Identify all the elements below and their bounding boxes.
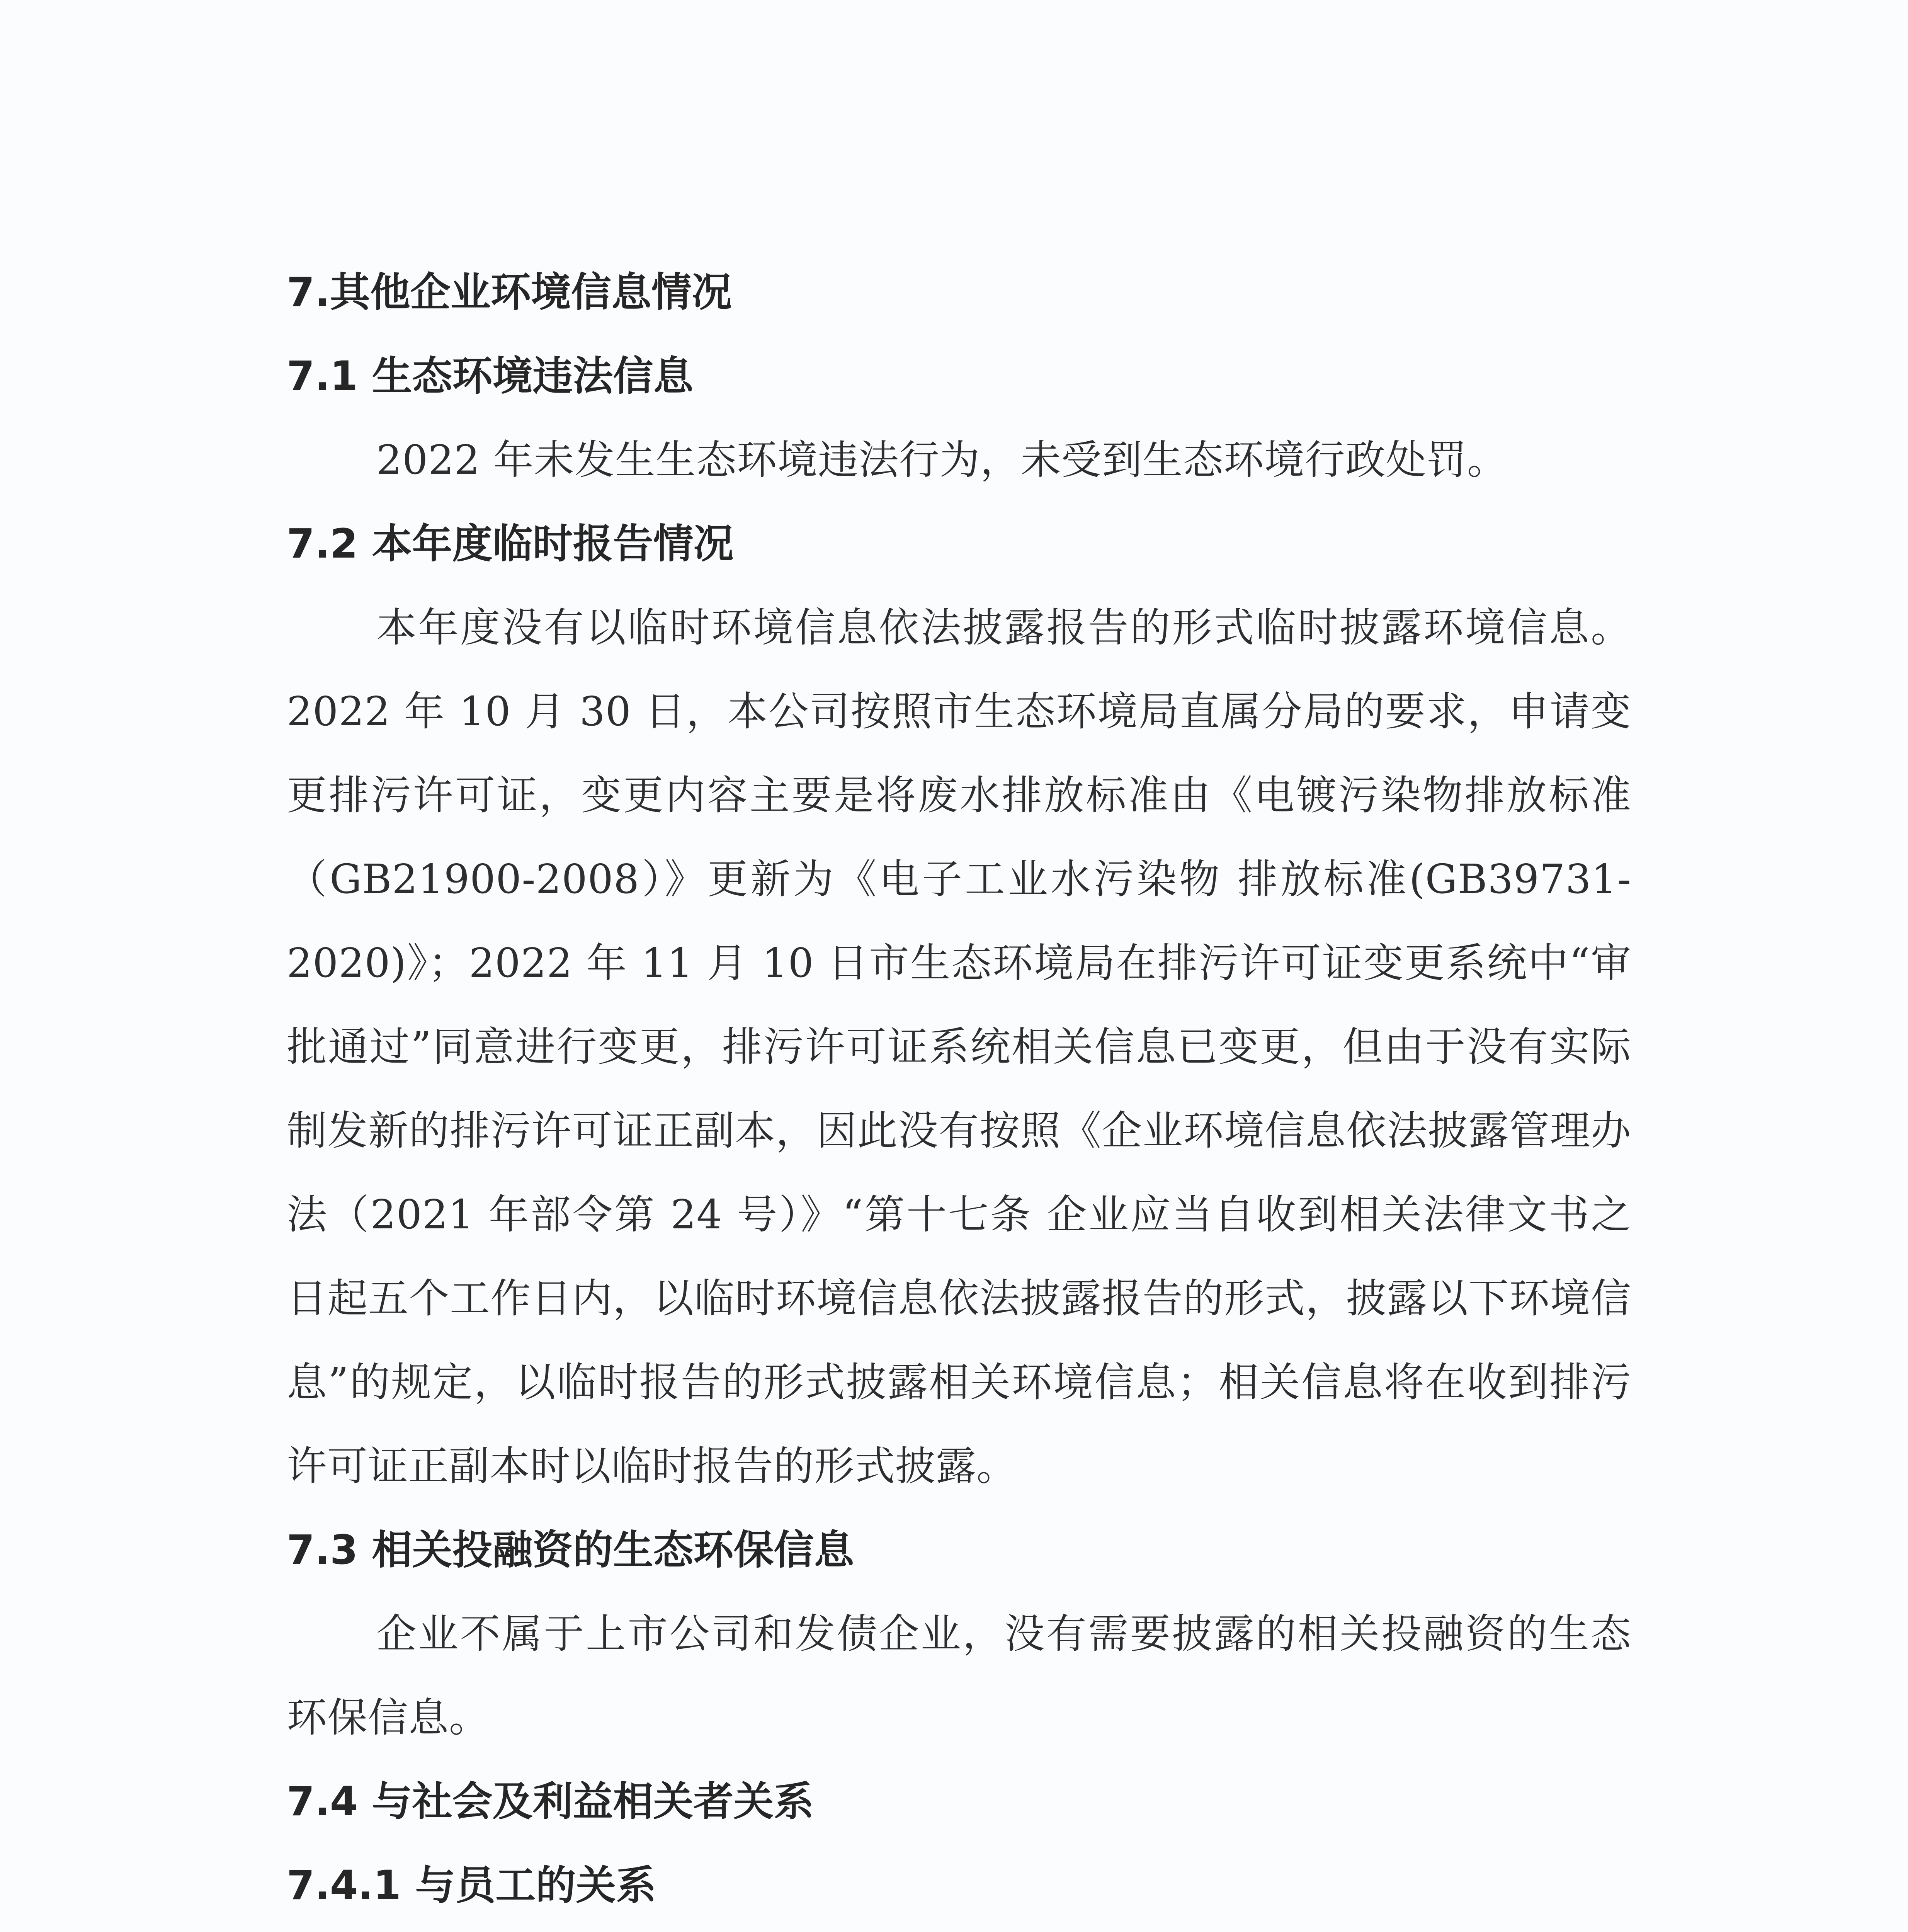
- section-heading-7-4: 7.4 与社会及利益相关者关系: [287, 1778, 814, 1825]
- page-content: [287, 250, 1631, 1932]
- section-heading-7-2: 7.2 本年度临时报告情况: [287, 520, 734, 567]
- section-text-7-3: 企业不属于上市公司和发债企业，没有需要披露的相关投融资的生态环保信息。: [287, 1610, 1631, 1741]
- section-text-7-2: 本年度没有以临时环境信息依法披露报告的形式临时披露环境信息。2022 年 10 月 30 日，本公司按照市生态环境局直属分局的要求，申请变更排污许可证，变更内容主要是将废水排放标准由《电镀污染物排放标准（GB21900-2008）》更新为《电子工业水污染物 排放标准(GB39731-2020)》；2022 年 11 月 10 日市生态环境局在排污许可证变更系统中“审批通过”同意进行变更，排污许可证系统相关信息已变更，但由于没有实际制发新的排污许可证正副本，因此没有按照《企业环境信息依法披露管理办法（2021 年部令第 24 号）》“第十七条 企业应当自收到相关法律文书之日起五个工作日内，以临时环境信息依法披露报告的形式，披露以下环境信息”的规定，以临时报告的形式披露相关环境信息；相关信息将在收到排污许可证正副本时以临时报告的形式披露。: [287, 604, 1631, 1490]
- section-heading-7-4-1: 7.4.1 与员工的关系: [287, 1862, 656, 1909]
- section-text-7-4-1: [287, 1927, 1631, 1932]
- section-heading-7-3: 7.3 相关投融资的生态环保信息: [287, 1526, 854, 1573]
- section-heading-7-1: 7.1 生态环境违法信息: [287, 352, 694, 400]
- section-text-7-1: 2022 年未发生生态环境违法行为，未受到生态环境行政处罚。: [376, 436, 1508, 483]
- section-heading-7: 7.其他企业环境信息情况: [287, 269, 732, 316]
